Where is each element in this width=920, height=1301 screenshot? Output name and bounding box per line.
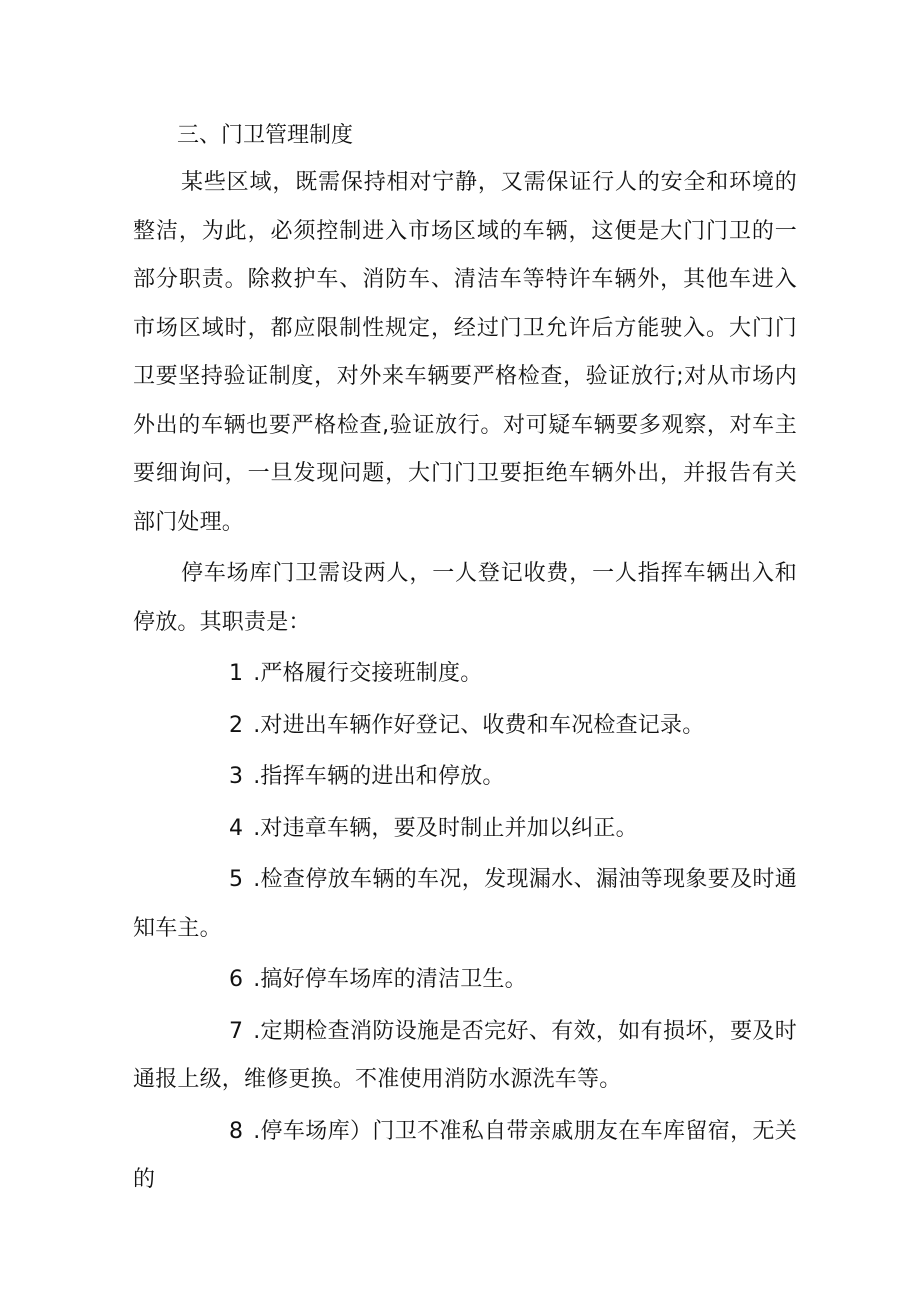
list-item [133, 753, 797, 802]
section-heading: 三、门卫管理制度 [177, 123, 354, 148]
list-item [133, 956, 797, 1005]
list-number: 6 [229, 967, 244, 992]
list-text: .停车场库）门卫不准私自带亲戚朋友在车库留宿，无关的 [133, 1118, 797, 1192]
list-item [133, 650, 797, 699]
list-number: 7 [229, 1018, 244, 1044]
list-text: .对进出车辆作好登记、收费和车况检查记录。 [253, 712, 705, 738]
list-text: .搞好停车场库的清洁卫生。 [253, 967, 527, 992]
list-item [133, 1008, 797, 1105]
list-number: 4 [229, 815, 244, 841]
paragraph-parking-guard: 停车场库门卫需设两人，一人登记收费，一人指挥车辆出入和停放。其职责是： [133, 561, 797, 635]
list-item [133, 702, 797, 751]
list-number: 3 [229, 764, 244, 789]
list-number: 2 [229, 712, 244, 738]
list-number: 8 [229, 1118, 244, 1144]
list-text: .指挥车辆的进出和停放。 [253, 764, 505, 789]
list-number: 5 [229, 867, 244, 892]
list-text: .定期检查消防设施是否完好、有效，如有损坏，要及时通报上级，维修更换。不准使用消防水源洗车等。 [133, 1018, 797, 1092]
list-text: .严格履行交接班制度。 [253, 661, 483, 686]
paragraph-vehicle-control: 某些区域，既需保持相对宁静，又需保证行人的安全和环境的整洁，为此，必须控制进入市场区域的车辆，这便是大门门卫的一部分职责。除救护车、消防车、清洁车等特许车辆外，其他车进入市场区域时，都应限制性规定，经过门卫允许后方能驶入。大门门卫要坚持验证制度，对外来车辆要严格检查，验证放行;对从市场内外出的车辆也要严格检查,验证放行。对可疑车辆要多观察，对车主要细询问，一旦发现问题，大门门卫要拒绝车辆外出，并报告有关部门处理。 [133, 170, 797, 535]
list-number: 1 [229, 661, 244, 686]
list-text: .检查停放车辆的车况，发现漏水、漏油等现象要及时通知车主。 [133, 867, 797, 941]
document-body [133, 113, 797, 1208]
list-item [133, 1108, 797, 1205]
list-item [133, 805, 797, 854]
list-text: .对违章车辆，要及时制止并加以纠正。 [253, 815, 638, 841]
list-item [133, 856, 797, 953]
